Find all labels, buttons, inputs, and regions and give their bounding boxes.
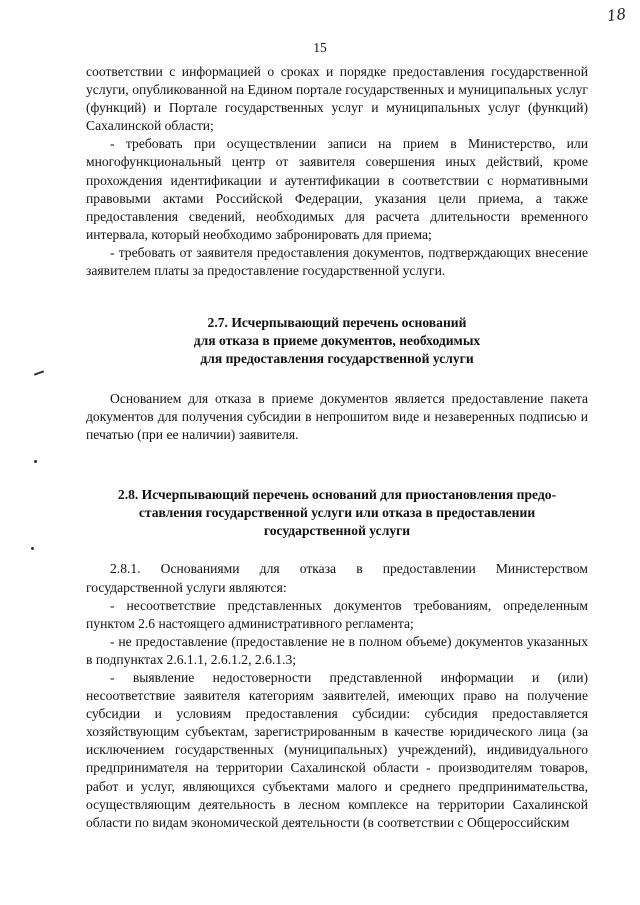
- document-body: [86, 63, 588, 832]
- section-2-8-list-item-1: - несоответствие представленных документов требованиям, определенным пунктом 2.6 настоящего административного регламента;: [86, 597, 588, 631]
- section-2-7-title-line-2: для отказа в приеме документов, необходимых: [193, 333, 481, 349]
- section-2-7-title: [86, 314, 588, 368]
- section-2-8-title-line-3: государственной услуги: [263, 523, 411, 539]
- section-2-8-title-line-1: 2.8. Исчерпывающий перечень оснований для приостановления предо-: [117, 487, 557, 503]
- section-2-7-title-line-3: для предоставления государственной услуги: [200, 351, 474, 367]
- intro-paragraph-requirement-1: - требовать при осуществлении записи на прием в Министерство, или многофункциональный центр от заявителя совершения иных действий, кроме прохождения идентификации и аутентификации в соответствии с нормативными правовыми актами Российской Федерации, указания цели приема, а также предоставления сведений, необходимых для расчета длительности временного интервала, который необходимо забронировать для приема;: [86, 136, 588, 242]
- page-number: 15: [313, 40, 327, 55]
- section-2-8-list-item-2: - не предоставление (предоставление не в полном объеме) документов указанных в подпунктах 2.6.1.1, 2.6.1.2, 2.6.1.3;: [86, 633, 588, 667]
- scan-mark: [34, 370, 44, 375]
- section-2-8-paragraph-1: 2.8.1. Основаниями для отказа в предоставлении Министерством государственной услуги являются:: [86, 561, 588, 595]
- section-2-8-title-line-2: ставления государственной услуги или отказа в предоставлении: [138, 505, 536, 521]
- intro-paragraph-continued: соответствии с информацией о сроках и порядке предоставления государственной услуги, опубликованной на Едином портале государственных и муниципальных услуг (функций) и Портале государственных услуг и муниципальных услуг (функций) Сахалинской области;: [86, 64, 588, 134]
- scan-speck: [34, 460, 37, 463]
- section-2-8-list-item-3: - выявление недостоверности представленной информации и (или) несоответствие заявителя категориям заявителей, имеющих право на получение субсидии и условиям предоставления субсидии: субсидия предоставляется хозяйствующим субъектам, зарегистрированным в качестве юридического лица (за исключением государственных (муниципальных) учреждений), индивидуального предпринимателя на территории Сахалинской области - производителям товаров, работ и услуг, являющихся субъектами малого и среднего предпринимательства, осуществляющим деятельность в лесном комплексе на территории Сахалинской области по видам экономической деятельности (в соответствии с Общероссийским: [86, 669, 588, 830]
- handwritten-page-mark: 18: [605, 4, 628, 26]
- section-2-8-title: [86, 486, 588, 540]
- section-2-7-paragraph: Основанием для отказа в приеме документов является предоставление пакета документов для получения субсидии в непрошитом виде и незаверенных подписью и печатью (при ее наличии) заявителя.: [86, 391, 588, 443]
- intro-paragraph-requirement-2: - требовать от заявителя предоставления документов, подтверждающих внесение заявителем платы за предоставление государственной услуги.: [86, 244, 588, 279]
- section-2-7-title-line-1: 2.7. Исчерпывающий перечень оснований: [207, 315, 467, 331]
- scan-speck: [31, 547, 34, 550]
